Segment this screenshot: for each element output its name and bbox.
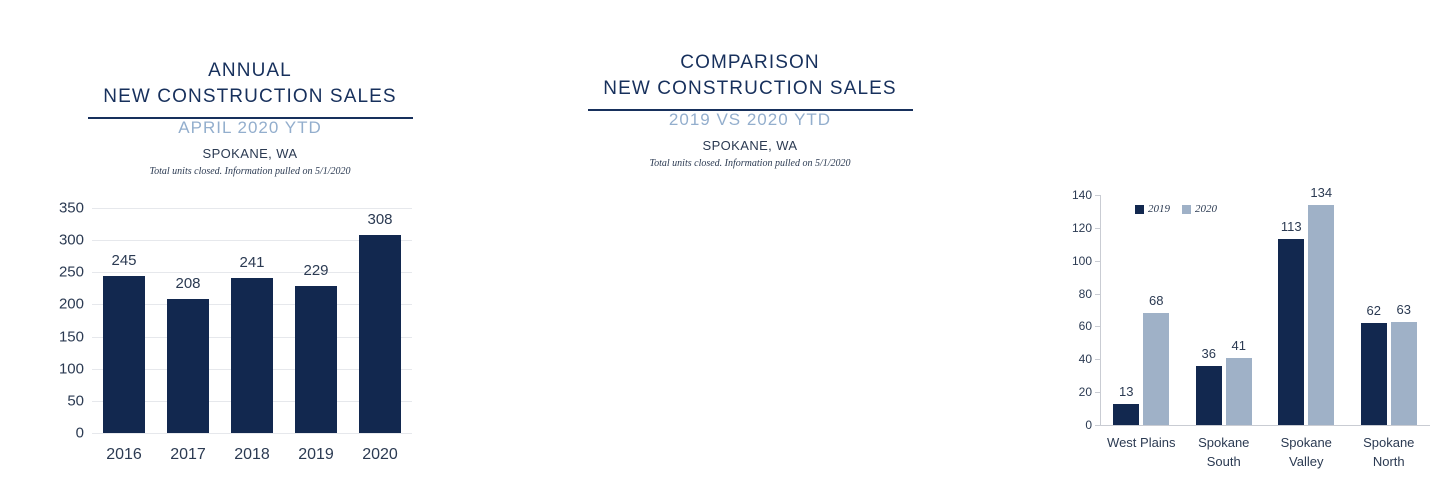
right-title-line2: NEW CONSTRUCTION SALES [603,78,897,99]
right-city-label: SPOKANE, WA [702,138,798,153]
y-axis-tick-label: 100 [1071,253,1092,268]
comparison-sales-panel [500,0,1415,500]
x-axis-tick-label: 2020 [362,446,398,463]
bar [167,299,209,433]
y-axis-tick-label: 140 [1071,188,1092,202]
x-axis-tick-label: 2018 [234,446,270,463]
bar [1361,323,1387,425]
y-axis-tick-mark [1095,425,1100,426]
bar-value-label: 63 [1396,301,1411,317]
right-footnote: Total units closed. Information pulled on 5/1/2020 [649,158,851,169]
x-axis-line [1100,425,1430,426]
bar-value-label: 208 [175,275,201,293]
y-axis-tick-label: 20 [1078,385,1092,400]
bar-value-label: 36 [1201,345,1216,361]
legend-item [1135,203,1170,215]
bar [1226,358,1252,425]
bar-value-label: 245 [111,251,137,269]
bar-value-label: 113 [1280,219,1302,235]
y-axis-tick-mark [1095,195,1100,196]
y-axis-tick-label: 100 [58,360,84,378]
legend-item [1182,203,1217,215]
y-axis-tick-mark [1095,359,1100,360]
bar [103,276,145,434]
bar-value-label: 241 [239,254,265,272]
y-axis-tick-mark [1095,392,1100,393]
bar [1308,205,1334,425]
bar [295,286,337,433]
left-title-block [0,58,500,119]
left-title-line1: ANNUAL [208,60,292,81]
right-plot-area [1071,184,1430,469]
bar [1278,239,1304,425]
left-city-label: SPOKANE, WA [202,146,298,161]
x-axis-tick-label: West Plains [1107,435,1176,450]
bar-value-label: 41 [1231,337,1246,353]
left-plot-area [58,199,412,463]
bar-value-label: 308 [367,211,393,228]
legend-label: 2020 [1195,203,1217,215]
left-subtitle: APRIL 2020 YTD [178,118,322,137]
legend-label: 2019 [1148,203,1170,215]
y-axis-tick-label: 150 [58,328,84,346]
bar-value-label: 134 [1310,184,1333,200]
y-axis-tick-label: 250 [58,263,84,281]
y-axis-tick-label: 350 [58,199,84,217]
comparison-sales-bar-chart [1071,184,1430,469]
bar [1143,313,1169,425]
y-axis-tick-mark [1095,228,1100,229]
gridline [92,208,412,209]
legend-swatch [1135,205,1144,214]
right-title-block [500,50,1000,111]
left-title-line2: NEW CONSTRUCTION SALES [103,86,397,107]
y-axis-tick-label: 120 [1071,220,1092,235]
x-axis-tick-label: Spokane North [1363,435,1415,469]
gridline [92,433,412,434]
right-subtitle: 2019 VS 2020 YTD [668,110,832,129]
x-axis-tick-label: Spokane South [1198,435,1250,469]
left-footnote: Total units closed. Information pulled on 5/1/2020 [149,166,351,177]
bar-value-label: 62 [1366,303,1381,319]
right-title-line1: COMPARISON [680,52,820,73]
y-axis-tick-label: 300 [58,231,84,249]
bar [1196,366,1222,425]
bar [359,235,401,433]
bar [1391,322,1417,426]
x-axis-tick-label: 2017 [170,446,206,463]
y-axis-tick-mark [1095,294,1100,295]
x-axis-tick-label: Spokane Valley [1280,435,1332,469]
x-axis-tick-label: 2016 [106,446,142,463]
bar-value-label: 229 [303,261,329,279]
y-axis-tick-mark [1095,261,1100,262]
y-axis-tick-label: 80 [1078,286,1092,301]
bar-value-label: 13 [1119,383,1134,399]
y-axis-line [1100,195,1101,425]
bar-value-label: 68 [1149,293,1164,309]
legend-swatch [1182,205,1191,214]
annual-sales-bar-chart [58,199,412,463]
annual-sales-panel [0,0,500,500]
y-axis-tick-label: 60 [1078,319,1092,334]
bar [1113,404,1139,425]
x-axis-tick-label: 2019 [298,446,334,463]
y-axis-tick-label: 0 [75,424,84,442]
y-axis-tick-label: 50 [67,392,84,410]
bar [231,278,273,433]
y-axis-tick-label: 0 [1085,418,1092,432]
y-axis-tick-label: 40 [1078,352,1092,367]
chart-legend [1135,203,1217,215]
y-axis-tick-label: 200 [58,295,84,313]
y-axis-tick-mark [1095,326,1100,327]
